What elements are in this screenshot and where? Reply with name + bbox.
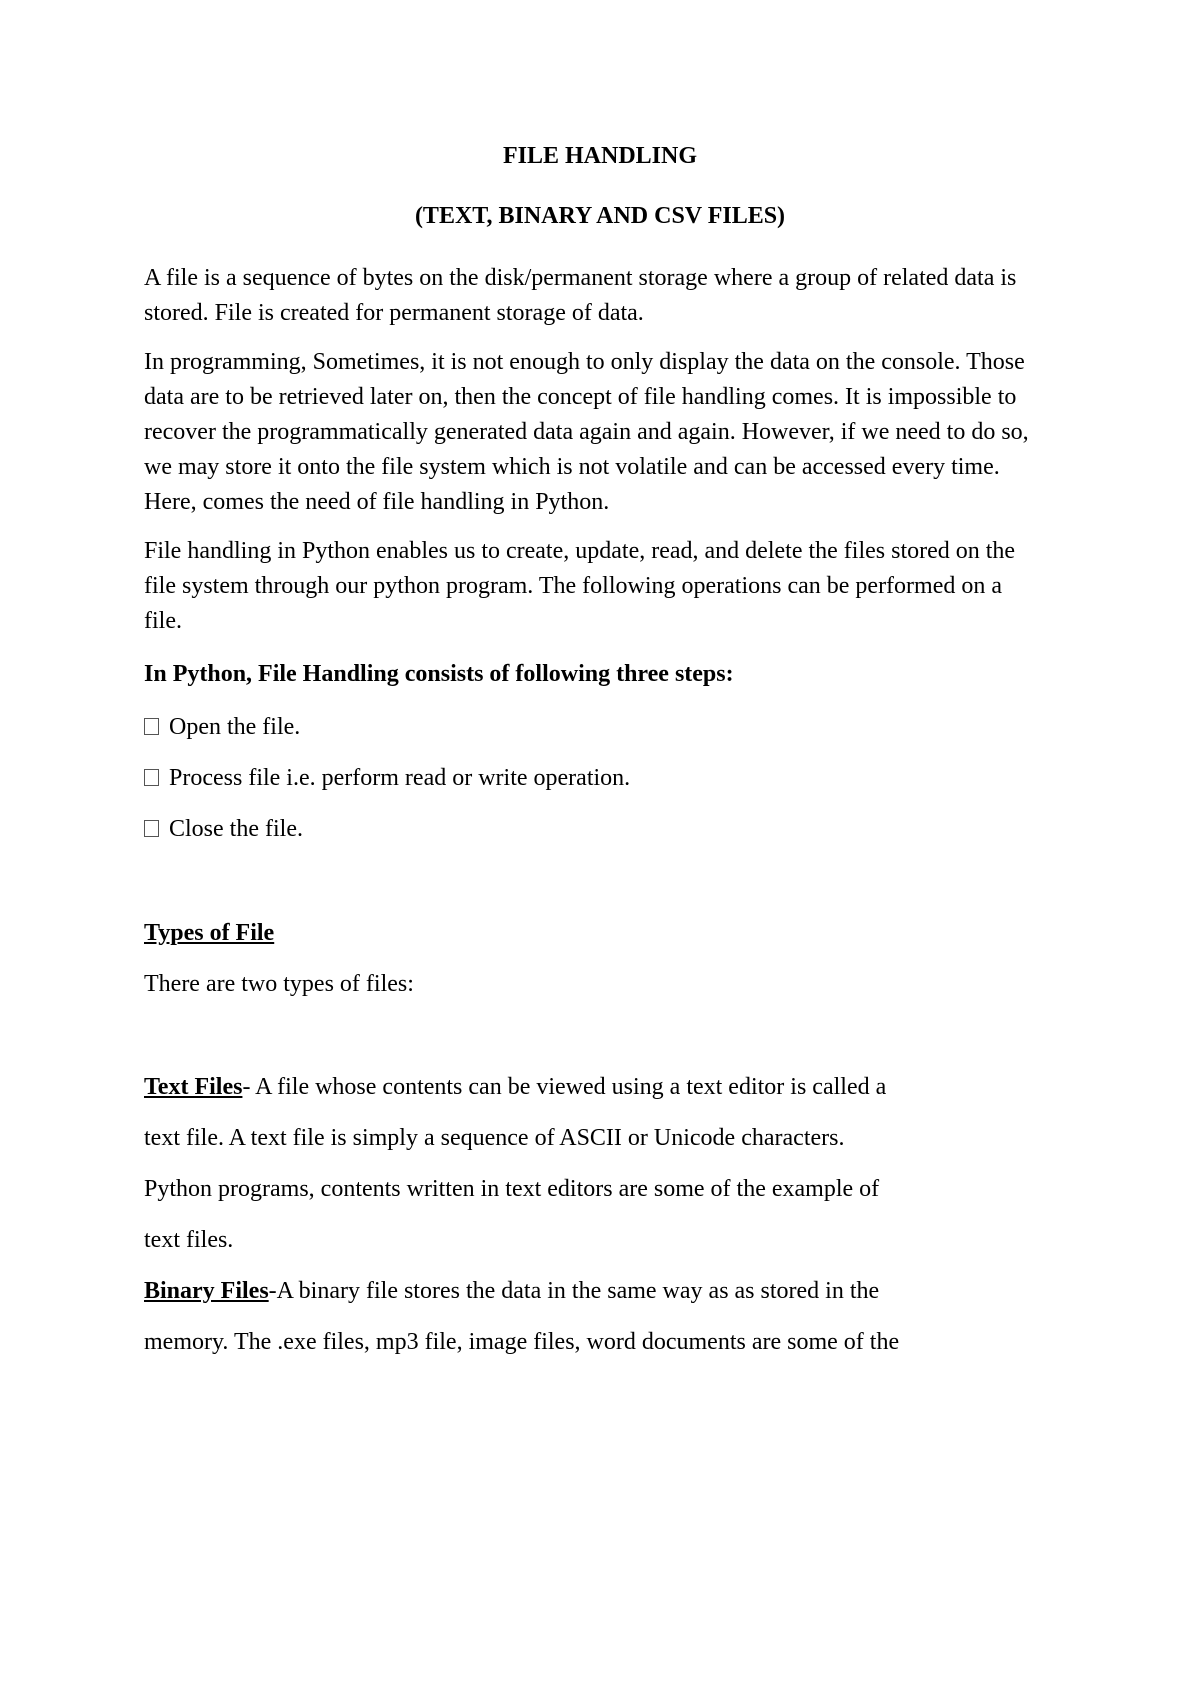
paragraph-line: In programming, Sometimes, it is not enough to only display the data on the console. Those bbox=[144, 349, 1025, 375]
types-heading: Types of File bbox=[144, 920, 275, 946]
text-files-line-rest: - A file whose contents can be viewed using a text editor is called a bbox=[242, 1074, 887, 1100]
text-files-section bbox=[144, 1062, 1144, 1266]
list-item bbox=[144, 814, 303, 844]
checkbox-bullet-icon bbox=[144, 718, 159, 735]
paragraph-line: file system through our python program. The following operations can be performed on a bbox=[144, 573, 1003, 599]
paragraph-programming bbox=[144, 345, 1200, 520]
binary-files-line bbox=[144, 1266, 1144, 1317]
binary-files-section bbox=[144, 1266, 1144, 1368]
list-item bbox=[144, 712, 300, 742]
paragraph-line: File handling in Python enables us to create, update, read, and delete the files stored on the bbox=[144, 538, 1016, 564]
text-files-term: Text Files bbox=[144, 1074, 243, 1100]
document-subtitle: (TEXT, BINARY AND CSV FILES) bbox=[414, 203, 786, 229]
text-files-line: text file. A text file is simply a sequence of ASCII or Unicode characters. bbox=[144, 1125, 845, 1151]
paragraph-line: we may store it onto the file system which is not volatile and can be accessed every time. bbox=[144, 454, 1000, 480]
paragraph-line: Here, comes the need of file handling in Python. bbox=[144, 489, 610, 515]
paragraph-line: stored. File is created for permanent storage of data. bbox=[144, 300, 644, 326]
text-files-line: text files. bbox=[144, 1227, 234, 1253]
paragraph-line: recover the programmatically generated data again and again. However, if we need to do so, bbox=[144, 419, 1029, 445]
binary-files-line-rest: -A binary file stores the data in the same way as as stored in the bbox=[268, 1278, 880, 1304]
types-intro: There are two types of files: bbox=[144, 971, 414, 997]
paragraph-line: data are to be retrieved later on, then the concept of file handling comes. It is impossible to bbox=[144, 384, 1017, 410]
binary-files-term: Binary Files bbox=[144, 1278, 269, 1304]
paragraph-line: file. bbox=[144, 608, 182, 634]
checkbox-bullet-icon bbox=[144, 769, 159, 786]
paragraph-file-handling-python bbox=[144, 534, 1200, 639]
steps-heading: In Python, File Handling consists of following three steps: bbox=[144, 661, 734, 687]
text-files-line bbox=[144, 1062, 1144, 1113]
document-title: FILE HANDLING bbox=[502, 143, 698, 169]
list-item bbox=[144, 763, 630, 793]
checkbox-bullet-icon bbox=[144, 820, 159, 837]
binary-files-line: memory. The .exe files, mp3 file, image files, word documents are some of the bbox=[144, 1329, 900, 1355]
list-item-text: Process file i.e. perform read or write operation. bbox=[169, 765, 631, 791]
text-files-line: Python programs, contents written in text editors are some of the example of bbox=[144, 1176, 880, 1202]
list-item-text: Open the file. bbox=[169, 714, 301, 740]
paragraph-line: A file is a sequence of bytes on the disk/permanent storage where a group of related data is bbox=[144, 265, 1017, 291]
list-item-text: Close the file. bbox=[169, 816, 303, 842]
paragraph-file-definition bbox=[144, 261, 1200, 331]
